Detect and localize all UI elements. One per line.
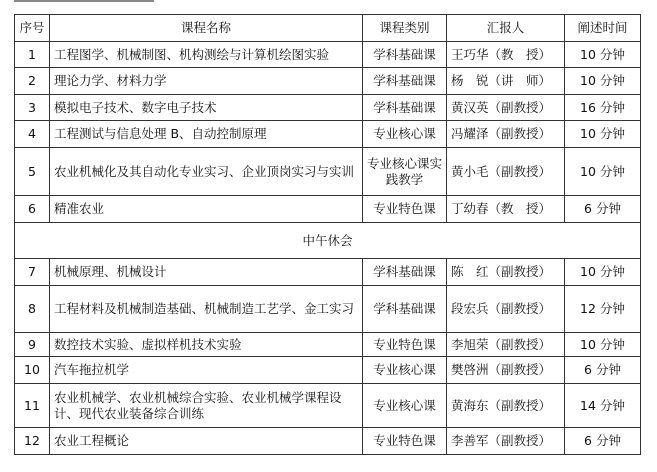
course-type: 专业核心课实践教学 xyxy=(363,148,447,196)
reporter: 黄汉英（副教授） xyxy=(447,95,565,121)
course-type: 学科基础课 xyxy=(363,259,447,286)
morning-rows xyxy=(15,42,641,223)
row-number: 1 xyxy=(15,42,50,68)
row-number: 3 xyxy=(15,95,50,121)
break-label: 中午休会 xyxy=(15,223,641,259)
table-row xyxy=(15,384,641,428)
row-number: 8 xyxy=(15,286,50,333)
presentation-time: 6 分钟 xyxy=(565,196,641,223)
table-row xyxy=(15,333,641,357)
course-type: 学科基础课 xyxy=(363,95,447,121)
course-type: 专业核心课 xyxy=(363,384,447,428)
course-name: 工程材料及机械制造基础、机械制造工艺学、金工实习 xyxy=(50,286,363,333)
row-number: 11 xyxy=(15,384,50,428)
course-name: 汽车拖拉机学 xyxy=(50,357,363,384)
course-name: 机械原理、机械设计 xyxy=(50,259,363,286)
course-name: 农业工程概论 xyxy=(50,428,363,455)
course-name: 工程测试与信息处理 B、自动控制原理 xyxy=(50,121,363,148)
header-time: 阐述时间 xyxy=(565,15,641,42)
table-row xyxy=(15,428,641,455)
break-section xyxy=(15,223,641,259)
course-type: 专业特色课 xyxy=(363,428,447,455)
course-type: 专业核心课 xyxy=(363,357,447,384)
course-type: 学科基础课 xyxy=(363,42,447,68)
table-row xyxy=(15,357,641,384)
table-row xyxy=(15,286,641,333)
reporter: 杨 锐（讲 师） xyxy=(447,68,565,95)
course-name: 农业机械化及其自动化专业实习、企业顶岗实习与实训 xyxy=(50,148,363,196)
table-row xyxy=(15,68,641,95)
presentation-time: 16 分钟 xyxy=(565,95,641,121)
course-schedule-table xyxy=(14,14,641,455)
course-name: 理论力学、材料力学 xyxy=(50,68,363,95)
row-number: 2 xyxy=(15,68,50,95)
presentation-time: 10 分钟 xyxy=(565,259,641,286)
presentation-time: 6 分钟 xyxy=(565,428,641,455)
row-number: 9 xyxy=(15,333,50,357)
table-row xyxy=(15,259,641,286)
reporter: 王巧华（教 授） xyxy=(447,42,565,68)
presentation-time: 10 分钟 xyxy=(565,148,641,196)
header-course: 课程名称 xyxy=(50,15,363,42)
reporter: 陈 红（副教授） xyxy=(447,259,565,286)
row-number: 7 xyxy=(15,259,50,286)
presentation-time: 10 分钟 xyxy=(565,121,641,148)
presentation-time: 10 分钟 xyxy=(565,68,641,95)
top-rule xyxy=(14,0,154,2)
row-number: 10 xyxy=(15,357,50,384)
table-row xyxy=(15,196,641,223)
reporter: 李善军（副教授） xyxy=(447,428,565,455)
row-number: 12 xyxy=(15,428,50,455)
table-row xyxy=(15,148,641,196)
table-header-row xyxy=(15,15,641,42)
break-row xyxy=(15,223,641,259)
presentation-time: 10 分钟 xyxy=(565,333,641,357)
reporter: 樊啓洲（副教授） xyxy=(447,357,565,384)
presentation-time: 14 分钟 xyxy=(565,384,641,428)
course-type: 学科基础课 xyxy=(363,68,447,95)
row-number: 5 xyxy=(15,148,50,196)
presentation-time: 12 分钟 xyxy=(565,286,641,333)
header-type: 课程类别 xyxy=(363,15,447,42)
course-name: 数控技术实验、虚拟样机技术实验 xyxy=(50,333,363,357)
course-type: 专业特色课 xyxy=(363,333,447,357)
presentation-time: 6 分钟 xyxy=(565,357,641,384)
table-row xyxy=(15,42,641,68)
reporter: 冯耀泽（副教授） xyxy=(447,121,565,148)
reporter: 李旭荣（副教授） xyxy=(447,333,565,357)
row-number: 4 xyxy=(15,121,50,148)
table-row xyxy=(15,121,641,148)
course-type: 专业特色课 xyxy=(363,196,447,223)
course-name: 工程图学、机械制图、机构测绘与计算机绘图实验 xyxy=(50,42,363,68)
header-reporter: 汇报人 xyxy=(447,15,565,42)
reporter: 段宏兵（副教授） xyxy=(447,286,565,333)
course-name: 精准农业 xyxy=(50,196,363,223)
course-name: 农业机械学、农业机械综合实验、农业机械学课程设计、现代农业装备综合训练 xyxy=(50,384,363,428)
course-type: 专业核心课 xyxy=(363,121,447,148)
row-number: 6 xyxy=(15,196,50,223)
reporter: 丁幼春（教 授） xyxy=(447,196,565,223)
table-row xyxy=(15,95,641,121)
header-no: 序号 xyxy=(15,15,50,42)
afternoon-rows xyxy=(15,259,641,455)
course-type: 学科基础课 xyxy=(363,286,447,333)
reporter: 黄海东（副教授） xyxy=(447,384,565,428)
course-name: 模拟电子技术、数字电子技术 xyxy=(50,95,363,121)
reporter: 黄小毛（副教授） xyxy=(447,148,565,196)
presentation-time: 10 分钟 xyxy=(565,42,641,68)
